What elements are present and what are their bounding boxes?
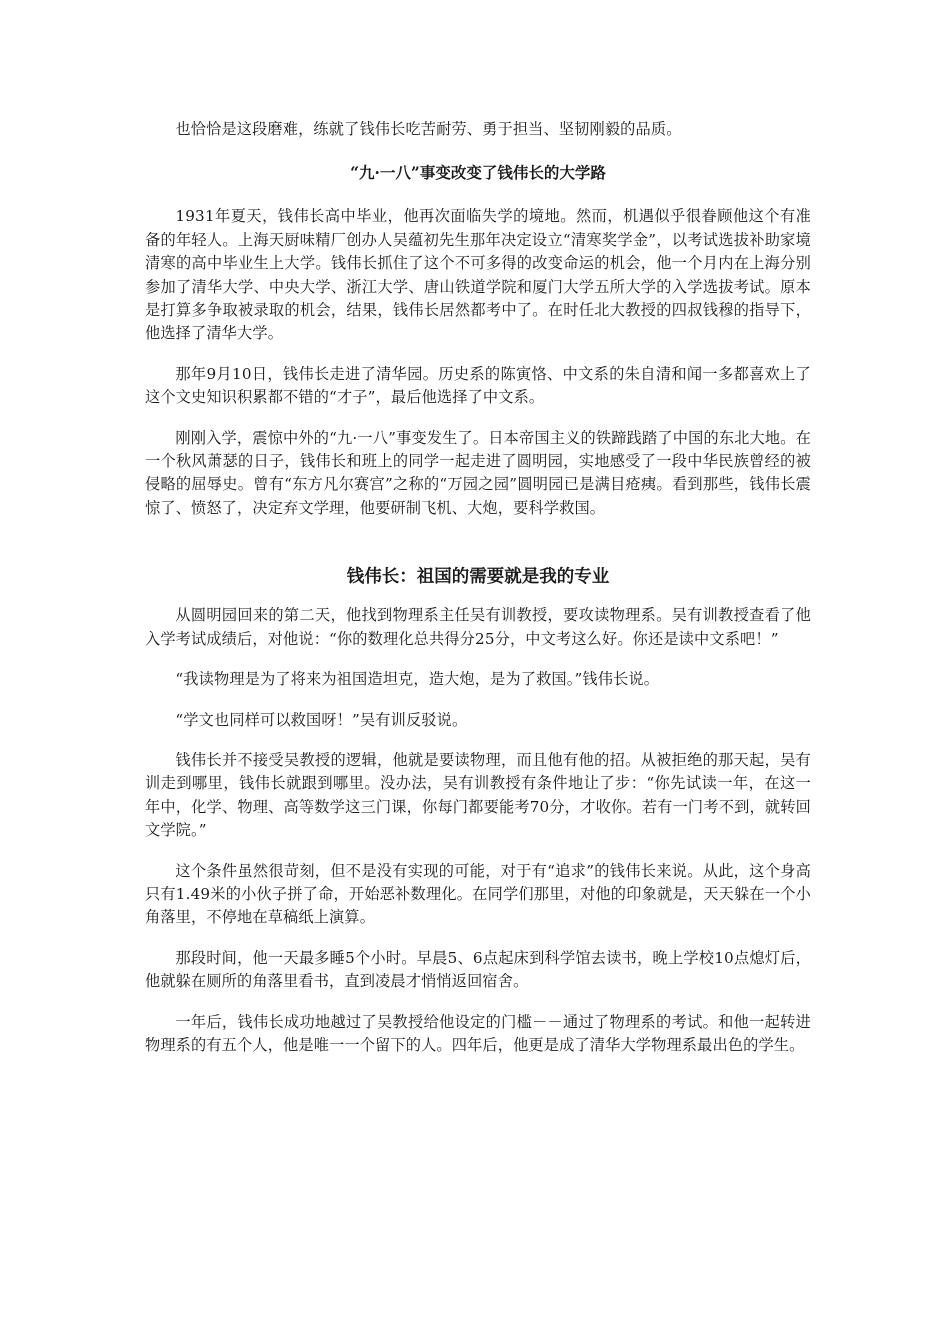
- body-paragraph: 一年后，钱伟长成功地越过了吴教授给他设定的门槛－－通过了物理系的考试。和他一起转进物理系的有五个人，他是唯一一个留下的人。四年后，他更是成了清华大学物理系最出色的学生。: [145, 1012, 811, 1054]
- section-heading: 钱伟长：祖国的需要就是我的专业: [346, 567, 610, 588]
- body-paragraph: 那年9月10日，钱伟长走进了清华园。历史系的陈寅恪、中文系的朱自清和闻一多都喜欢上了这个文史知识积累都不错的“才子”，最后他选择了中文系。: [145, 364, 811, 407]
- body-paragraph: 1931年夏天，钱伟长高中毕业，他再次面临失学的境地。然而，机遇似乎很眷顾他这个有准备的年轻人。上海天厨味精厂创办人吴蕴初先生那年决定设立“清寒奖学金”，以考试选拔补助家境清寒的高中毕业生上大学。钱伟长抓住了这个不可多得的改变命运的机会，他一个月内在上海分别参加了清华大学、中央大学、浙江大学、唐山铁道学院和厦门大学五所大学的入学选拔考试。原本是打算多争取被录取的机会，结果，钱伟长居然都考中了。在时任北大教授的四叔钱穆的指导下，他选择了清华大学。: [145, 207, 811, 343]
- document-page: [145, 118, 811, 1057]
- intro-paragraph: 也恰恰是这段磨难，练就了钱伟长吃苦耐劳、勇于担当、坚韧刚毅的品质。: [175, 120, 682, 138]
- body-paragraph: 刚刚入学，震惊中外的“九·一八”事变发生了。日本帝国主义的铁蹄践踏了中国的东北大地。在一个秋风萧瑟的日子，钱伟长和班上的同学一起走进了圆明园，实地感受了一段中华民族曾经的被侵略的屈辱史。曾有“东方凡尔赛宫”之称的“万园之园”圆明园已是满目疮痍。看到那些，钱伟长震惊了、愤怒了，决定弃文学理，他要研制飞机、大炮，要科学救国。: [145, 428, 811, 517]
- body-paragraph: “学文也同样可以救国呀！”吴有训反驳说。: [175, 710, 468, 729]
- subheading: “九·一八”事变改变了钱伟长的大学路: [350, 163, 606, 183]
- body-paragraph: 这个条件虽然很苛刻，但不是没有实现的可能，对于有“追求”的钱伟长来说。从此，这个身高只有1.49米的小伙子拼了命，开始恶补数理化。在同学们那里，对他的印象就是，天天躲在一个小角落里，不停地在草稿纸上演算。: [145, 861, 811, 927]
- body-paragraph: 从圆明园回来的第二天，他找到物理系主任吴有训教授，要攻读物理系。吴有训教授查看了他入学考试成绩后，对他说：“你的数理化总共得分25分，中文考这么好。你还是读中文系吧！”: [145, 606, 811, 648]
- body-paragraph: “我读物理是为了将来为祖国造坦克，造大炮，是为了救国。”钱伟长说。: [175, 670, 660, 689]
- body-paragraph: 那段时间，他一天最多睡5个小时。早晨5、6点起床到科学馆去读书，晚上学校10点熄灯后，他就躲在厕所的角落里看书，直到凌晨才悄悄返回宿舍。: [145, 948, 811, 991]
- body-paragraph: 钱伟长并不接受吴教授的逻辑，他就是要读物理，而且他有他的招。从被拒绝的那天起，吴有训走到哪里，钱伟长就跟到哪里。没办法，吴有训教授有条件地让了步：“你先试读一年，在这一年中，化学、物理、高等数学这三门课，你每门都要能考70分，才收你。若有一门考不到，就转回文学院。”: [145, 750, 811, 840]
